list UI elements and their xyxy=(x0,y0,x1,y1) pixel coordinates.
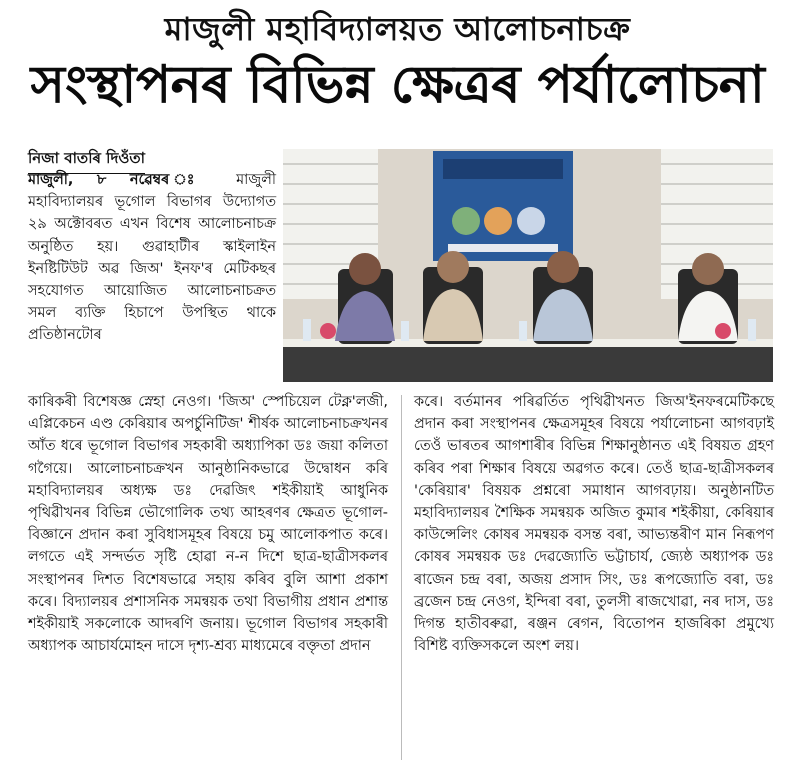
headline-kicker: মাজুলী মহাবিদ্যালয়ত আলোচনাচক্ৰ xyxy=(164,10,631,48)
seminar-photo-illustration xyxy=(283,149,773,382)
article-text-2: কাৰিকৰী বিশেষজ্ঞ স্নেহা নেওগ। 'জিঅ' স্পেচিয়েল টেক্ন'লজী, এপ্লিকেচন এণ্ড কেৰিয়াৰ অপৰ্চুনিটিজ' শীৰ্ষক আলোচনাচক্ৰখনৰ আঁত ধৰে ভূগোল বিভাগৰ সহকাৰী অধ্যাপিকা ডঃ জয়া কলিতা গগৈয়ে। আলোচনাচক্ৰখন আনুষ্ঠানিকভাৱে উদ্বোধন কৰি মহাবিদ্যালয়ৰ অধ্যক্ষ ডঃ দেৱজিৎ শইকীয়াই আধুনিক পৃথিৱীখনৰ বিভিন্ন ভৌগোলিক তথ্য আহৰণৰ ক্ষেত্ৰত ভূগোল-বিজ্ঞানে প্ৰদান কৰা সুবিধাসমূহৰ বিষয়ে চমু আলোকপাত কৰে। লগতে এই সন্দৰ্ভত সৃষ্টি হোৱা ন-ন দিশে ছাত্ৰ-ছাত্ৰীসকলৰ সংস্থাপনৰ দিশত বিশেষভাৱে সহায় কৰিব বুলি আশা প্ৰকাশ কৰে। বিদ্যালয়ৰ প্ৰশাসনিক সমন্বয়ক তথা বিভাগীয় প্ৰধান প্ৰশান্ত শইকীয়াই সকলোকে আদৰণি জনায়। ভূগোল বিভাগৰ সহকাৰী অধ্যাপক আচাৰ্যমোহন দাসে দৃশ্য-শ্ৰব্য মাধ্যমেৰে বক্তৃতা প্ৰদান xyxy=(28,394,388,655)
article-column-1-top xyxy=(28,169,276,347)
column-divider xyxy=(401,395,402,760)
article-text-3: কৰে। বৰ্তমানৰ পৰিৱৰ্তিত পৃথিৱীখনত জিঅ'ইনফৰমেটিকছে প্ৰদান কৰা সংস্থাপনৰ ক্ষেত্ৰসমূহৰ বিষয়ে পৰ্যালোচনা আগবঢ়াই তেওঁ ভাৰতৰ আগশাৰীৰ বিভিন্ন শিক্ষানুষ্ঠানত এই বিষয়ত গ্ৰহণ কৰিব পৰা শিক্ষাৰ বিষয়ে অৱগত কৰে। তেওঁ ছাত্ৰ-ছাত্ৰীসকলৰ 'কেৰিয়াৰ' বিষয়ক প্ৰশ্নৰো সমাধান আগবঢ়ায়। অনুষ্ঠানটিত মহাবিদ্যালয়ৰ শৈক্ষিক সমন্বয়ক অজিত কুমাৰ শইকীয়া, কেৰিয়াৰ কাউন্সেলিং কোষৰ সমন্বয়ক বসন্ত বৰা, আভ্যন্তৰীণ মান নিৰূপণ কোষৰ সমন্বয়ক ডঃ দেৱজ্যোতি ভট্টাচাৰ্য, জ্যেষ্ঠ অধ্যাপক ডঃ ৰাজেন চন্দ্ৰ বৰা, অজয় প্ৰসাদ সিং, ডঃ ৰূপজ্যোতি বৰা, ডঃ ব্ৰজেন চন্দ্ৰ নেওগ, ইন্দিৰা বৰা, তুলসী ৰাজখোৱা, নৰ দাস, ডঃ দিগন্ত হাতীবৰুৱা, ৰঞ্জন ৰেগন, বিতোপন হাজৰিকা প্ৰমুখ্যে বিশিষ্ট ব্যক্তিসকলে অংশ লয়। xyxy=(414,394,774,655)
headline: সংস্থাপনৰ বিভিন্ন ক্ষেত্ৰৰ পৰ্যালোচনা xyxy=(30,55,765,115)
article-column-1-bottom xyxy=(28,391,388,657)
article-text-1: মাজুলী মহাবিদ্যালয়ৰ ভূগোল বিভাগৰ উদ্যোগত ২৯ অক্টোবৰত এখন বিশেষ আলোচনাচক্ৰ অনুষ্ঠিত হয়। গুৱাহাটীৰ স্কাইলাইন ইনষ্টিটিউট অৱ জিঅ' ইনফ'ৰ মেটিকছৰ সহযোগত আয়োজিত আলোচনাচক্ৰত সমল ব্যক্তি হিচাপে উপস্থিত থাকে প্ৰতিষ্ঠানটোৰ xyxy=(28,172,276,344)
article-column-2 xyxy=(414,391,774,657)
article-photo xyxy=(283,149,773,382)
byline: নিজা বাতৰি দিওঁতা xyxy=(28,147,145,174)
dateline: মাজুলী, ৮ নৱেম্বৰ ঃ xyxy=(28,172,213,188)
